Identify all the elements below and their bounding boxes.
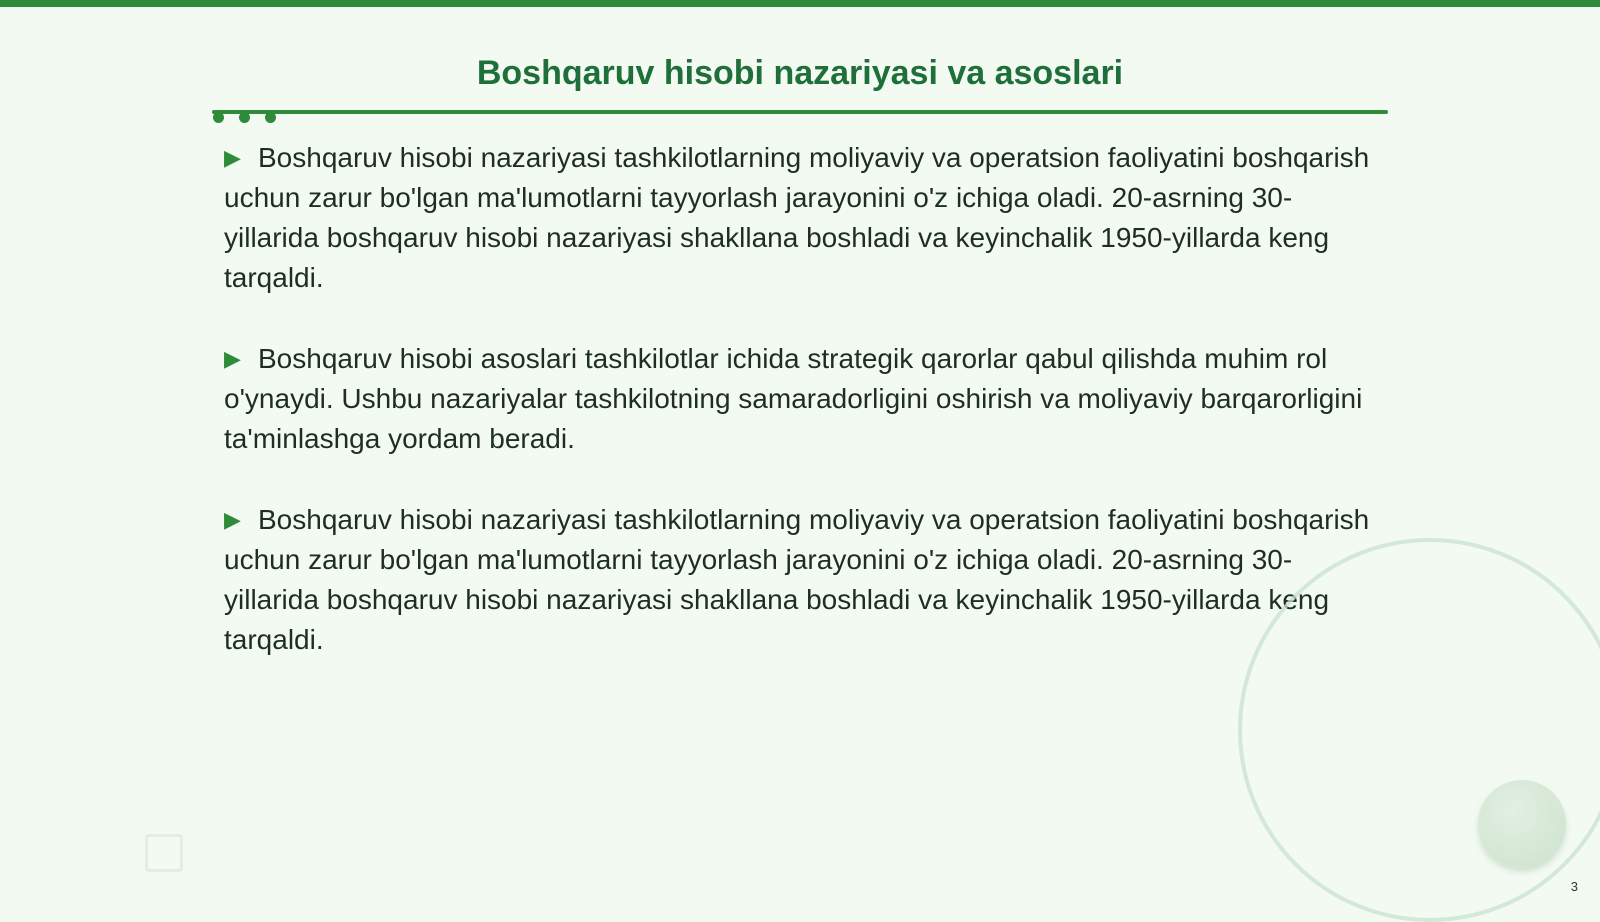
bullet-text: Boshqaruv hisobi nazariyasi tashkilotlarning moliyaviy va operatsion faoliyatini boshqarish uchun zarur bo'lgan ma'lumotlarni tayyorlash jarayonini o'z ichiga oladi. 20-asrning 30-yillarida boshqaruv hisobi nazariyasi shakllana boshladi va keyinchalik 1950-yillarda keng tarqaldi. bbox=[224, 504, 1370, 655]
bullet-item bbox=[224, 339, 1374, 459]
slide-title: Boshqaruv hisobi nazariyasi va asoslari bbox=[476, 54, 1124, 92]
decorative-dot bbox=[213, 112, 224, 123]
triangle-bullet-icon: ▶ bbox=[224, 507, 241, 532]
page-number: 3 bbox=[1570, 879, 1578, 894]
bullet-text: Boshqaruv hisobi asoslari tashkilotlar ichida strategik qarorlar qabul qilishda muhim rol o'ynaydi. Ushbu nazariyalar tashkilotning samaradorligini oshirish va moliyaviy barqarorligini ta'minlashga yordam beradi. bbox=[224, 343, 1363, 454]
decorative-dot bbox=[265, 112, 276, 123]
title-underline bbox=[212, 110, 1388, 114]
bullet-item bbox=[224, 500, 1374, 660]
bullet-text: Boshqaruv hisobi nazariyasi tashkilotlarning moliyaviy va operatsion faoliyatini boshqarish uchun zarur bo'lgan ma'lumotlarni tayyorlash jarayonini o'z ichiga oladi. 20-asrning 30-yillarida boshqaruv hisobi nazariyasi shakllana boshladi va keyinchalik 1950-yillarda keng tarqaldi. bbox=[224, 142, 1370, 293]
bullet-list bbox=[224, 138, 1374, 701]
decorative-ring bbox=[1238, 538, 1600, 922]
decorative-square bbox=[145, 834, 183, 872]
triangle-bullet-icon: ▶ bbox=[224, 145, 241, 170]
decorative-circle bbox=[1478, 780, 1566, 868]
decorative-dot bbox=[239, 112, 250, 123]
bullet-item bbox=[224, 138, 1374, 298]
triangle-bullet-icon: ▶ bbox=[224, 346, 241, 371]
top-accent-bar bbox=[0, 0, 1600, 7]
